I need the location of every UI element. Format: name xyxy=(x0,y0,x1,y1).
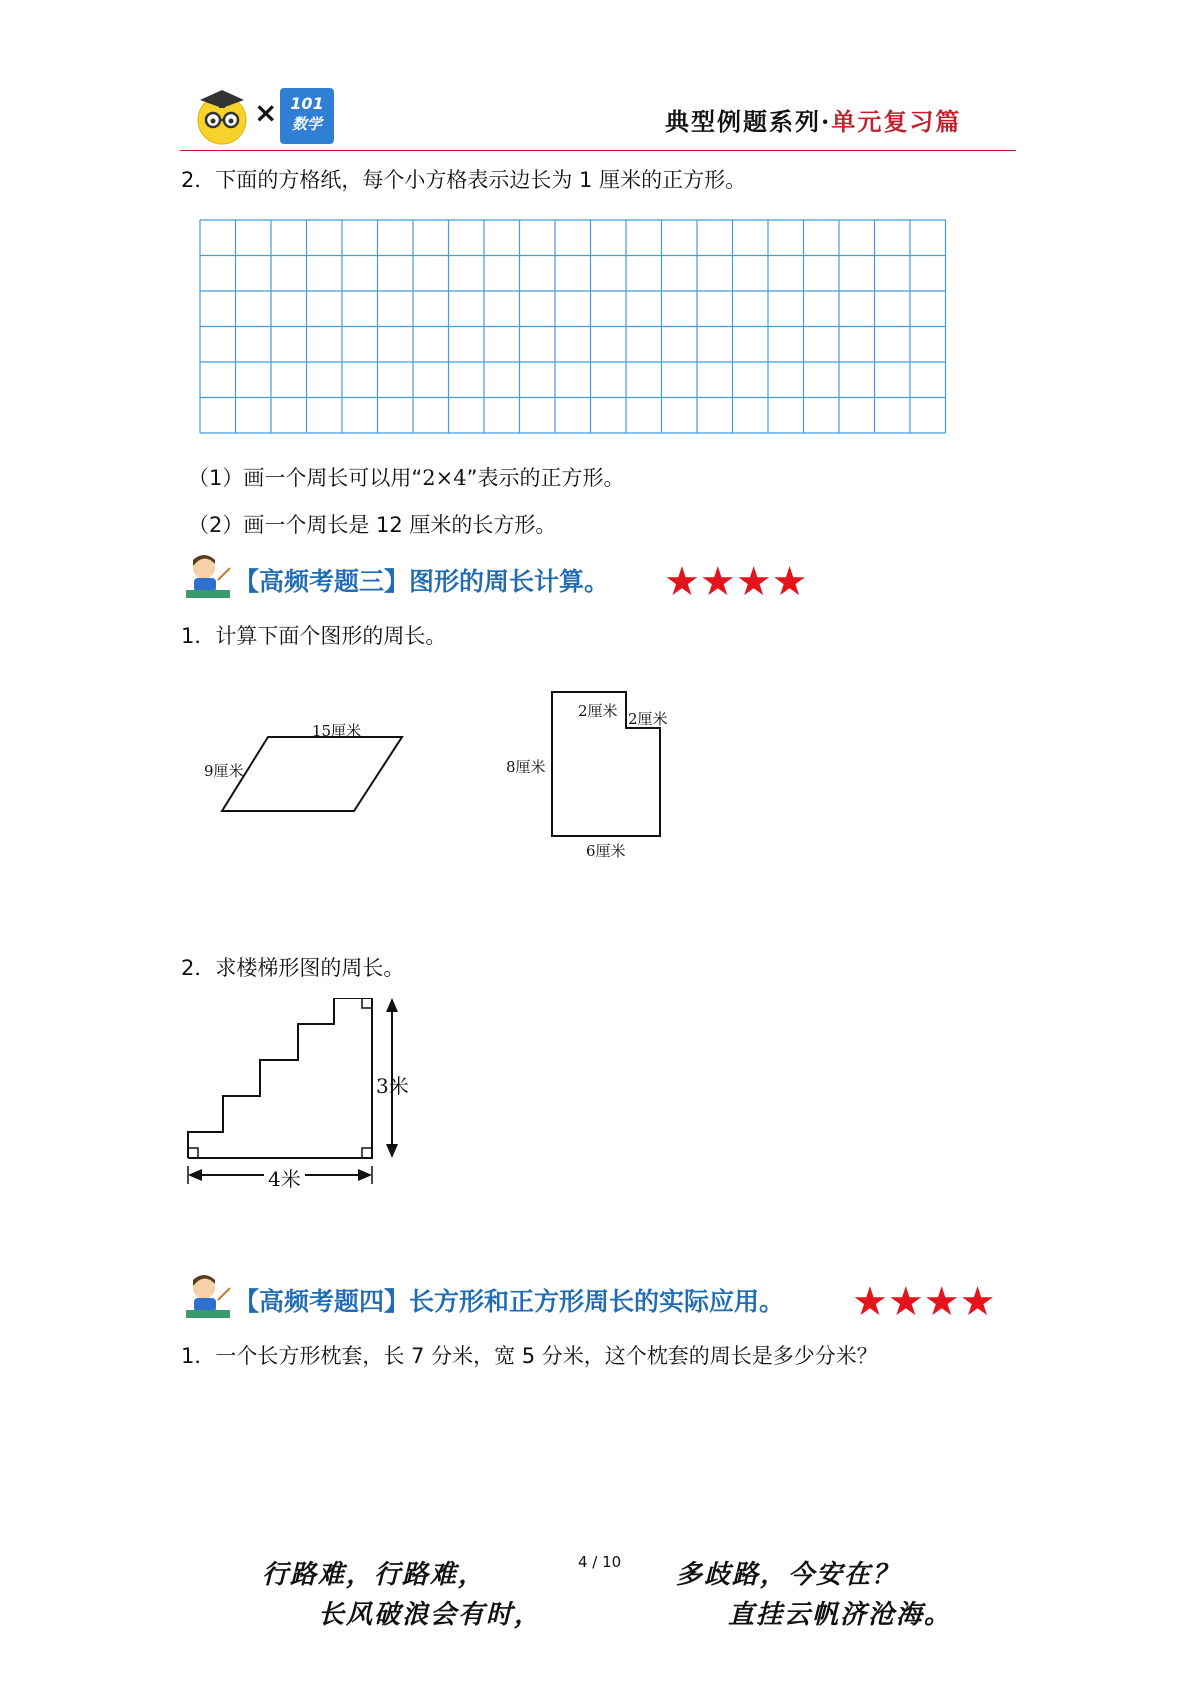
s3-q1-text: 1．计算下面个图形的周长。 xyxy=(181,624,447,648)
star-icon: ★ xyxy=(923,1279,960,1325)
unit-name: 单元复习篇 xyxy=(831,107,962,136)
q2-sub1-post: ”表示的正方形。 xyxy=(466,466,625,490)
student-reading-icon xyxy=(182,550,234,602)
star-icon: ★ xyxy=(852,1279,888,1325)
q2-sub1-expression: 2×4 xyxy=(422,466,467,490)
page-number: 4 / 10 xyxy=(578,1553,622,1571)
footer-poem-line1-left: 行路难，行路难， xyxy=(262,1560,487,1590)
footer-poem-line2-left: 长风破浪会有时， xyxy=(318,1600,543,1630)
star-icon: ★ xyxy=(699,559,736,605)
section4-rating xyxy=(852,1279,996,1325)
logo-text-math: 数学 xyxy=(291,115,322,133)
s3-q2-text: 2．求楼梯形图的周长。 xyxy=(181,956,405,980)
star-icon: ★ xyxy=(771,559,808,605)
q2-sub1-pre: （1）画一个周长可以用“ xyxy=(188,466,423,490)
star-icon: ★ xyxy=(664,559,700,605)
q2-sub2: （2）画一个周长是 12 厘米的长方形。 xyxy=(188,513,557,537)
notch-width-label: 2厘米 xyxy=(578,702,618,720)
footer-poem-line1-right: 多歧路，今安在？ xyxy=(676,1560,901,1590)
footer-poem-line2-right: 直挂云帆济沧海。 xyxy=(728,1600,953,1630)
parallelogram-top-label: 15厘米 xyxy=(312,722,362,740)
times-sign: × xyxy=(254,96,278,129)
stairs-height-label: 3米 xyxy=(376,1074,409,1098)
101-math-logo xyxy=(280,88,334,144)
header-title xyxy=(665,102,961,137)
star-icon: ★ xyxy=(887,1279,924,1325)
rect-bottom-label: 6厘米 xyxy=(586,842,626,860)
header-divider xyxy=(180,150,1016,151)
parallelogram-side-label: 9厘米 xyxy=(204,762,244,780)
stairs-width-label: 4米 xyxy=(264,1163,305,1192)
mascot-logo-icon xyxy=(192,86,252,146)
square-grid-paper xyxy=(198,218,948,440)
q2-text: 2．下面的方格纸，每个小方格表示边长为 1 厘米的正方形。 xyxy=(181,168,747,192)
s4-q1-text: 1．一个长方形枕套，长 7 分米，宽 5 分米，这个枕套的周长是多少分米？ xyxy=(181,1344,878,1368)
q2-sub1 xyxy=(188,462,624,492)
title-dot: · xyxy=(821,107,832,136)
logo-text-101: 101 xyxy=(290,94,324,113)
parallelogram-figure xyxy=(220,735,420,815)
rect-height-label: 8厘米 xyxy=(506,758,546,776)
section3-title: 【高频考题三】图形的周长计算。 xyxy=(234,567,610,596)
star-icon: ★ xyxy=(735,559,772,605)
section4-title: 【高频考题四】长方形和正方形周长的实际应用。 xyxy=(234,1287,785,1316)
star-icon: ★ xyxy=(959,1279,996,1325)
student-reading-icon xyxy=(182,1270,234,1322)
notch-height-label: 2厘米 xyxy=(628,710,668,728)
series-name: 典型例题系列 xyxy=(665,107,821,136)
section3-rating xyxy=(664,559,808,605)
